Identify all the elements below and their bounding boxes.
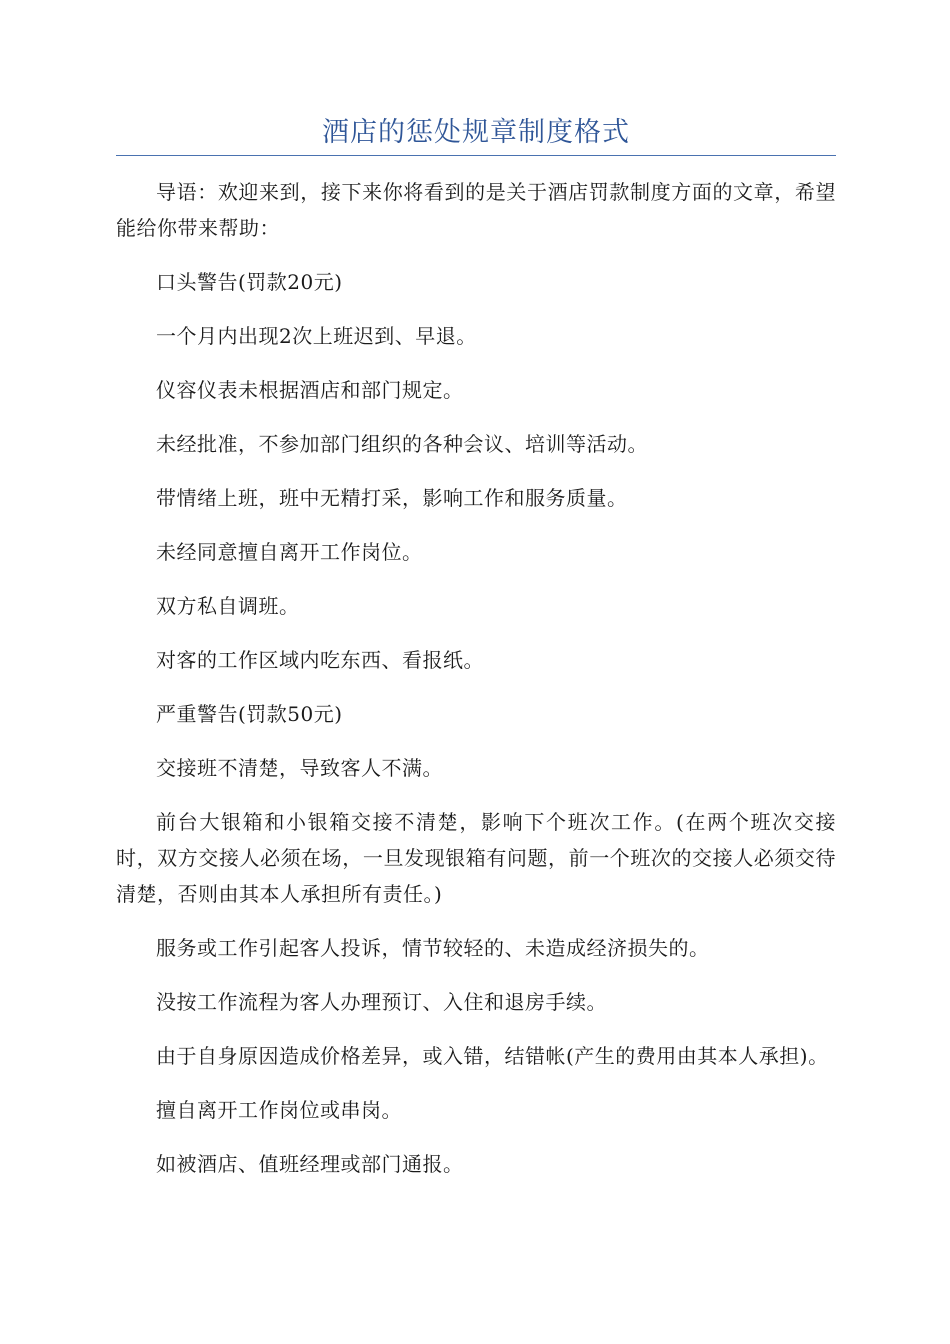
rule-item: 未经同意擅自离开工作岗位。	[156, 540, 423, 564]
rule-item: 前台大银箱和小银箱交接不清楚，影响下个班次工作。(在两个班次交接时，双方交接人必须在场，一旦发现银箱有问题，前一个班次的交接人必须交待清楚，否则由其本人承担所有责任。)	[116, 810, 836, 906]
rule-item: 交接班不清楚，导致客人不满。	[156, 756, 443, 780]
title-underline	[116, 155, 836, 156]
rule-item: 服务或工作引起客人投诉，情节较轻的、未造成经济损失的。	[156, 936, 710, 960]
document-title: 酒店的惩处规章制度格式	[322, 117, 630, 148]
rule-item: 仪容仪表未根据酒店和部门规定。	[156, 378, 464, 402]
document-page	[116, 0, 836, 1200]
rule-item: 一个月内出现2次上班迟到、早退。	[156, 324, 477, 348]
rule-item: 如被酒店、值班经理或部门通报。	[156, 1152, 464, 1176]
intro-paragraph: 导语：欢迎来到，接下来你将看到的是关于酒店罚款制度方面的文章，希望能给你带来帮助：	[116, 180, 836, 240]
section-heading-serious-warning: 严重警告(罚款50元)	[156, 702, 343, 726]
rule-item: 由于自身原因造成价格差异，或入错，结错帐(产生的费用由其本人承担)。	[156, 1044, 829, 1068]
document-body	[116, 174, 836, 1182]
section-heading-verbal-warning: 口头警告(罚款20元)	[156, 270, 343, 294]
rule-item: 擅自离开工作岗位或串岗。	[156, 1098, 402, 1122]
rule-item: 未经批准，不参加部门组织的各种会议、培训等活动。	[156, 432, 648, 456]
rule-item: 双方私自调班。	[156, 594, 300, 618]
rule-item: 对客的工作区域内吃东西、看报纸。	[156, 648, 484, 672]
rule-item: 带情绪上班，班中无精打采，影响工作和服务质量。	[156, 486, 628, 510]
rule-item: 没按工作流程为客人办理预订、入住和退房手续。	[156, 990, 607, 1014]
